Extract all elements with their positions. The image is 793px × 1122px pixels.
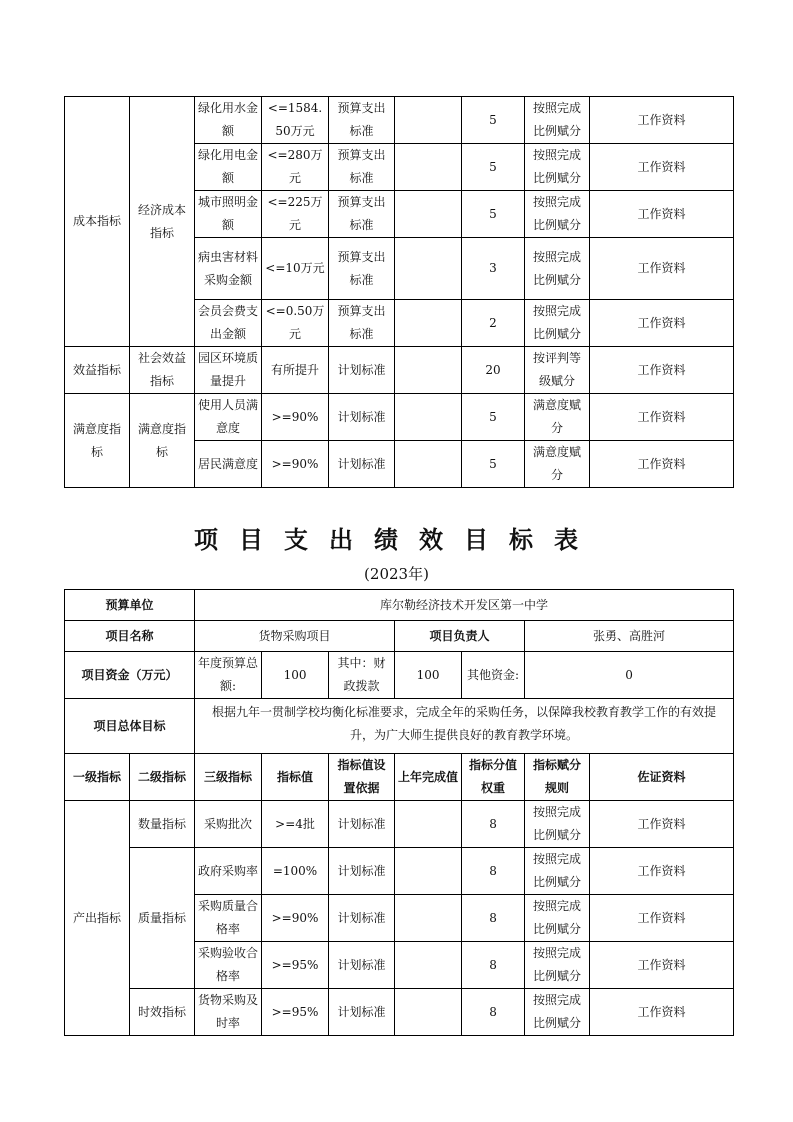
performance-target-table xyxy=(64,589,734,1036)
setting-basis: 计划标准 xyxy=(329,441,395,488)
scoring-rule: 按照完成比例赋分 xyxy=(525,144,590,191)
indicator-value: >=90% xyxy=(262,394,329,441)
evidence: 工作资料 xyxy=(590,347,734,394)
level3-indicator: 绿化用水金额 xyxy=(195,97,262,144)
table-row xyxy=(65,801,734,848)
level3-indicator: 会员会费支出金额 xyxy=(195,300,262,347)
evidence: 工作资料 xyxy=(590,801,734,848)
scoring-rule: 按照完成比例赋分 xyxy=(525,801,590,848)
evidence: 工作资料 xyxy=(590,191,734,238)
col-header: 上年完成值 xyxy=(395,754,462,801)
weight: 5 xyxy=(462,441,525,488)
indicator-value: >=4批 xyxy=(262,801,329,848)
table-row xyxy=(65,590,734,621)
evidence: 工作资料 xyxy=(590,144,734,191)
table-row xyxy=(65,989,734,1036)
weight: 8 xyxy=(462,895,525,942)
setting-basis: 预算支出标准 xyxy=(329,238,395,300)
setting-basis: 计划标准 xyxy=(329,347,395,394)
weight: 8 xyxy=(462,848,525,895)
scoring-rule: 按照完成比例赋分 xyxy=(525,300,590,347)
setting-basis: 预算支出标准 xyxy=(329,300,395,347)
scoring-rule: 按照完成比例赋分 xyxy=(525,238,590,300)
last-year-value xyxy=(395,989,462,1036)
weight: 8 xyxy=(462,942,525,989)
overall-goal-text: 根据九年一贯制学校均衡化标准要求，完成全年的采购任务，以保障我校教育教学工作的有效提升，为广大师生提供良好的教育教学环境。 xyxy=(195,699,734,754)
col-header: 指标值设置依据 xyxy=(329,754,395,801)
level3-indicator: 城市照明金额 xyxy=(195,191,262,238)
level2-indicator: 质量指标 xyxy=(130,848,195,989)
evidence: 工作资料 xyxy=(590,441,734,488)
scoring-rule: 按照完成比例赋分 xyxy=(525,97,590,144)
setting-basis: 计划标准 xyxy=(329,942,395,989)
other-fund-label: 其他资金: xyxy=(462,652,525,699)
evidence: 工作资料 xyxy=(590,848,734,895)
weight: 3 xyxy=(462,238,525,300)
table-row xyxy=(65,347,734,394)
evidence: 工作资料 xyxy=(590,97,734,144)
level1-indicator: 满意度指标 xyxy=(65,394,130,488)
level1-indicator: 效益指标 xyxy=(65,347,130,394)
scoring-rule: 满意度赋分 xyxy=(525,394,590,441)
evidence: 工作资料 xyxy=(590,300,734,347)
page-title: 项目支出绩效目标表 xyxy=(194,526,599,554)
project-name-label: 项目名称 xyxy=(65,621,195,652)
fiscal-value: 100 xyxy=(395,652,462,699)
budget-unit-label: 预算单位 xyxy=(65,590,195,621)
scoring-rule: 按照完成比例赋分 xyxy=(525,191,590,238)
col-header: 佐证资料 xyxy=(590,754,734,801)
indicator-value: <=0.50万元 xyxy=(262,300,329,347)
last-year-value xyxy=(395,394,462,441)
level3-indicator: 政府采购率 xyxy=(195,848,262,895)
indicator-value: >=95% xyxy=(262,989,329,1036)
evidence: 工作资料 xyxy=(590,989,734,1036)
setting-basis: 预算支出标准 xyxy=(329,144,395,191)
evidence: 工作资料 xyxy=(590,942,734,989)
continuation-table xyxy=(64,96,734,488)
evidence: 工作资料 xyxy=(590,238,734,300)
level3-indicator: 绿化用电金额 xyxy=(195,144,262,191)
scoring-rule: 按照完成比例赋分 xyxy=(525,848,590,895)
overall-goal-label: 项目总体目标 xyxy=(65,699,195,754)
indicator-value: >=95% xyxy=(262,942,329,989)
weight: 5 xyxy=(462,144,525,191)
indicator-value: >=90% xyxy=(262,441,329,488)
setting-basis: 计划标准 xyxy=(329,848,395,895)
scoring-rule: 满意度赋分 xyxy=(525,441,590,488)
last-year-value xyxy=(395,895,462,942)
col-header: 指标赋分规则 xyxy=(525,754,590,801)
table-row xyxy=(65,848,734,895)
project-leader-label: 项目负责人 xyxy=(395,621,525,652)
project-fund-label: 项目资金（万元） xyxy=(65,652,195,699)
level3-indicator: 货物采购及时率 xyxy=(195,989,262,1036)
project-leader-value: 张勇、高胜河 xyxy=(525,621,734,652)
level3-indicator: 病虫害材料采购金额 xyxy=(195,238,262,300)
scoring-rule: 按照完成比例赋分 xyxy=(525,895,590,942)
table-row xyxy=(65,621,734,652)
weight: 2 xyxy=(462,300,525,347)
other-fund-value: 0 xyxy=(525,652,734,699)
last-year-value xyxy=(395,801,462,848)
fiscal-label: 其中：财政拨款 xyxy=(329,652,395,699)
last-year-value xyxy=(395,848,462,895)
last-year-value xyxy=(395,300,462,347)
last-year-value xyxy=(395,238,462,300)
weight: 5 xyxy=(462,97,525,144)
scoring-rule: 按照完成比例赋分 xyxy=(525,989,590,1036)
level2-indicator: 满意度指标 xyxy=(130,394,195,488)
level3-indicator: 采购验收合格率 xyxy=(195,942,262,989)
level2-indicator: 数量指标 xyxy=(130,801,195,848)
table-row xyxy=(65,699,734,754)
level1-indicator: 成本指标 xyxy=(65,97,130,347)
table-row xyxy=(65,97,734,144)
setting-basis: 计划标准 xyxy=(329,989,395,1036)
year-label: (2023年) xyxy=(364,565,429,583)
setting-basis: 预算支出标准 xyxy=(329,191,395,238)
project-name-value: 货物采购项目 xyxy=(195,621,395,652)
level2-indicator: 社会效益指标 xyxy=(130,347,195,394)
indicator-value: <=280万元 xyxy=(262,144,329,191)
evidence: 工作资料 xyxy=(590,895,734,942)
setting-basis: 预算支出标准 xyxy=(329,97,395,144)
budget-unit-value: 库尔勒经济技术开发区第一中学 xyxy=(195,590,734,621)
indicator-value: >=90% xyxy=(262,895,329,942)
weight: 20 xyxy=(462,347,525,394)
level3-indicator: 园区环境质量提升 xyxy=(195,347,262,394)
last-year-value xyxy=(395,144,462,191)
weight: 5 xyxy=(462,191,525,238)
col-header: 二级指标 xyxy=(130,754,195,801)
level3-indicator: 使用人员满意度 xyxy=(195,394,262,441)
scoring-rule: 按评判等级赋分 xyxy=(525,347,590,394)
weight: 5 xyxy=(462,394,525,441)
annual-budget-value: 100 xyxy=(262,652,329,699)
indicator-value: 有所提升 xyxy=(262,347,329,394)
weight: 8 xyxy=(462,801,525,848)
indicator-value: =100% xyxy=(262,848,329,895)
level3-indicator: 居民满意度 xyxy=(195,441,262,488)
level3-indicator: 采购质量合格率 xyxy=(195,895,262,942)
indicator-value: <=1584.50万元 xyxy=(262,97,329,144)
last-year-value xyxy=(395,942,462,989)
level2-indicator: 时效指标 xyxy=(130,989,195,1036)
annual-budget-label: 年度预算总额: xyxy=(195,652,262,699)
col-header: 三级指标 xyxy=(195,754,262,801)
setting-basis: 计划标准 xyxy=(329,801,395,848)
scoring-rule: 按照完成比例赋分 xyxy=(525,942,590,989)
table-row xyxy=(65,394,734,441)
indicator-value: <=10万元 xyxy=(262,238,329,300)
col-header: 一级指标 xyxy=(65,754,130,801)
last-year-value xyxy=(395,441,462,488)
weight: 8 xyxy=(462,989,525,1036)
indicator-value: <=225万元 xyxy=(262,191,329,238)
setting-basis: 计划标准 xyxy=(329,394,395,441)
last-year-value xyxy=(395,97,462,144)
evidence: 工作资料 xyxy=(590,394,734,441)
last-year-value xyxy=(395,347,462,394)
last-year-value xyxy=(395,191,462,238)
level3-indicator: 采购批次 xyxy=(195,801,262,848)
col-header: 指标分值权重 xyxy=(462,754,525,801)
level2-indicator: 经济成本指标 xyxy=(130,97,195,347)
level1-indicator: 产出指标 xyxy=(65,801,130,1036)
setting-basis: 计划标准 xyxy=(329,895,395,942)
table-row xyxy=(65,652,734,699)
col-header: 指标值 xyxy=(262,754,329,801)
header-row xyxy=(65,754,734,801)
